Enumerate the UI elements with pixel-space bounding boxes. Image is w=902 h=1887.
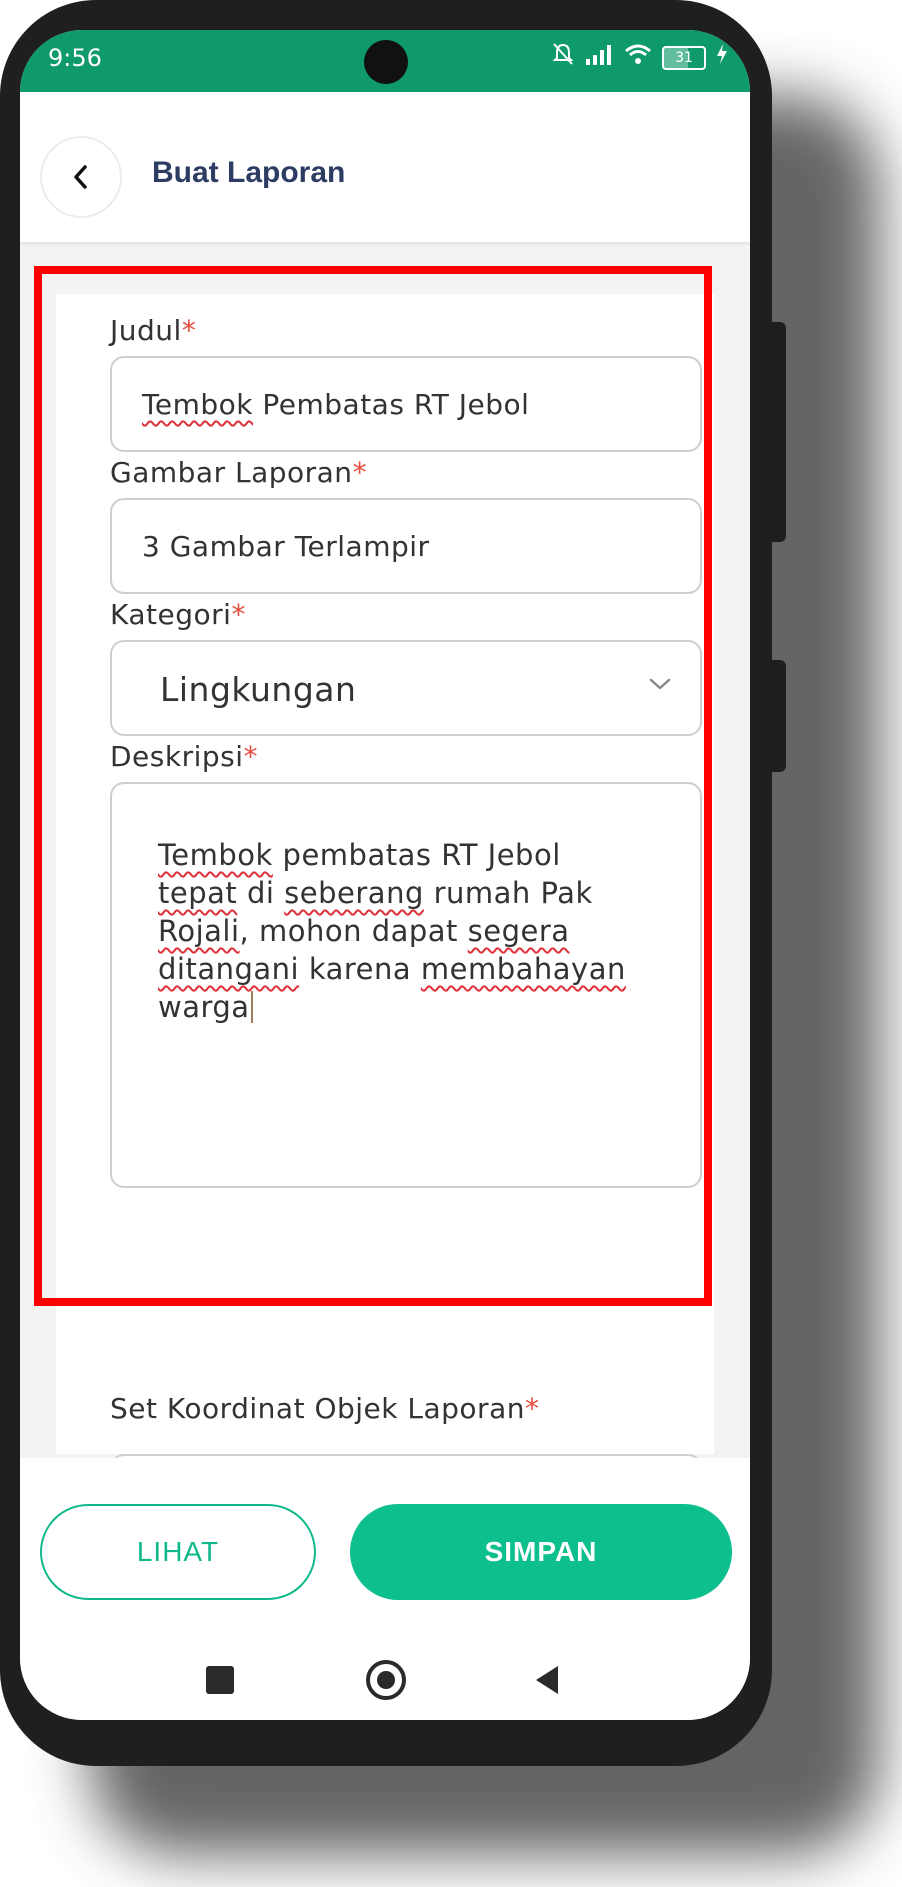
desc-text: rumah Pak: [423, 876, 593, 910]
android-nav-bar: [20, 1646, 750, 1716]
required-mark: *: [181, 314, 197, 347]
status-icons: [552, 42, 728, 74]
kategori-select[interactable]: [110, 640, 702, 736]
kategori-value: Lingkungan: [160, 670, 357, 709]
nav-recents-icon[interactable]: [206, 1666, 234, 1694]
desc-text: warga: [158, 990, 250, 1024]
judul-value: [142, 388, 529, 421]
kategori-label-text: Kategori: [110, 598, 232, 631]
required-mark: *: [243, 740, 259, 773]
desc-word: Rojali: [158, 914, 240, 948]
desc-text: di: [237, 876, 285, 910]
page-title: Buat Laporan: [152, 156, 346, 189]
required-mark: *: [524, 1392, 540, 1425]
gambar-value: 3 Gambar Terlampir: [142, 530, 430, 563]
kategori-label: [110, 598, 246, 631]
charging-icon: [716, 43, 728, 73]
phone-screen: [20, 30, 750, 1720]
gambar-label-text: Gambar Laporan: [110, 456, 353, 489]
battery-icon: [662, 46, 706, 70]
app-header: [20, 92, 750, 242]
deskripsi-label: [110, 740, 258, 773]
text-cursor: [251, 991, 253, 1023]
deskripsi-value: [158, 836, 658, 1026]
gambar-label: [110, 456, 367, 489]
desc-text: pembatas RT Jebol: [272, 838, 561, 872]
koordinat-label: [110, 1392, 539, 1425]
front-camera: [364, 40, 408, 84]
desc-word: membahayan: [420, 952, 626, 986]
signal-icon: [584, 43, 614, 73]
desc-text: karena: [299, 952, 421, 986]
nav-back-icon[interactable]: [532, 1664, 560, 1696]
simpan-button[interactable]: SIMPAN: [350, 1504, 732, 1600]
back-button[interactable]: [40, 136, 122, 218]
gambar-input[interactable]: [110, 498, 702, 594]
phone-side-button: [772, 660, 786, 772]
deskripsi-label-text: Deskripsi: [110, 740, 244, 773]
battery-level: 31: [675, 50, 693, 66]
wifi-icon: [624, 43, 652, 73]
desc-word: segera: [467, 914, 570, 948]
back-arrow-icon: [71, 164, 91, 190]
desc-word: Tembok: [158, 838, 273, 872]
judul-value-rest: Pembatas RT Jebol: [252, 388, 530, 421]
judul-input[interactable]: [110, 356, 702, 452]
report-form: [56, 294, 714, 1454]
phone-side-button: [772, 322, 786, 542]
chevron-down-icon: [648, 676, 672, 692]
bottom-action-bar: [20, 1458, 750, 1720]
status-time: 9:56: [48, 44, 102, 72]
desc-word: seberang: [284, 876, 424, 910]
required-mark: *: [352, 456, 368, 489]
judul-value-misspelled: Tembok: [142, 388, 253, 421]
required-mark: *: [231, 598, 246, 631]
status-bar: [20, 30, 750, 92]
judul-label-text: Judul: [110, 314, 182, 347]
desc-word: tepat: [158, 876, 238, 910]
lihat-button[interactable]: LIHAT: [40, 1504, 316, 1600]
desc-word: ditangani: [158, 952, 300, 986]
nav-home-icon[interactable]: [366, 1660, 406, 1700]
deskripsi-textarea[interactable]: [110, 782, 702, 1188]
koordinat-label-text: Set Koordinat Objek Laporan: [110, 1392, 525, 1425]
judul-label: [110, 314, 196, 347]
desc-text: , mohon dapat: [239, 914, 468, 948]
mute-icon: [552, 42, 574, 74]
